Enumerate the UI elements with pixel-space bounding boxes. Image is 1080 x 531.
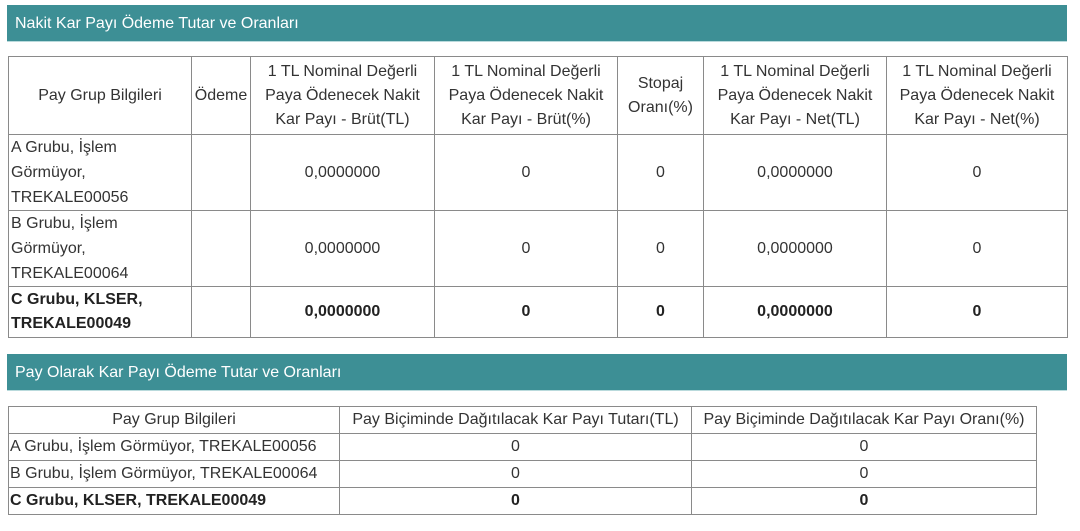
group-info-cell: C Grubu, KLSER, TREKALE00049	[9, 488, 340, 515]
net-pct-cell: 0	[887, 211, 1068, 287]
column-header-net-tl: 1 TL Nominal Değerli Paya Ödenecek Nakit Kar Payı - Net(TL)	[704, 57, 887, 135]
cash-dividend-title: Nakit Kar Payı Ödeme Tutar ve Oranları	[15, 15, 299, 32]
withholding-pct-cell: 0	[618, 211, 704, 287]
column-header-group-info: Pay Grup Bilgileri	[9, 407, 340, 434]
net-tl-cell: 0,0000000	[704, 135, 887, 211]
table-row	[9, 461, 1037, 488]
gross-pct-cell: 0	[435, 211, 618, 287]
cash-dividend-table	[8, 56, 1068, 338]
gross-tl-cell: 0,0000000	[251, 211, 435, 287]
table-row	[9, 488, 1037, 515]
rate-pct-cell: 0	[692, 488, 1037, 515]
column-header-net-pct: 1 TL Nominal Değerli Paya Ödenecek Nakit Kar Payı - Net(%)	[887, 57, 1068, 135]
net-tl-cell: 0,0000000	[704, 287, 887, 338]
net-pct-cell: 0	[887, 287, 1068, 338]
column-header-amount-tl: Pay Biçiminde Dağıtılacak Kar Payı Tutarı(TL)	[340, 407, 692, 434]
column-header-gross-pct: 1 TL Nominal Değerli Paya Ödenecek Nakit Kar Payı - Brüt(%)	[435, 57, 618, 135]
net-pct-cell: 0	[887, 135, 1068, 211]
amount-tl-cell: 0	[340, 434, 692, 461]
rate-pct-cell: 0	[692, 461, 1037, 488]
net-tl-cell: 0,0000000	[704, 211, 887, 287]
column-header-withholding-pct: Stopaj Oranı(%)	[618, 57, 704, 135]
table-row	[9, 135, 1068, 211]
stock-dividend-table	[8, 406, 1037, 515]
rate-pct-cell: 0	[692, 434, 1037, 461]
column-header-rate-pct: Pay Biçiminde Dağıtılacak Kar Payı Oranı(%)	[692, 407, 1037, 434]
payment-cell	[192, 211, 251, 287]
withholding-pct-cell: 0	[618, 135, 704, 211]
gross-pct-cell: 0	[435, 287, 618, 338]
group-info-cell: A Grubu, İşlem Görmüyor, TREKALE00056	[9, 434, 340, 461]
group-info-cell: B Grubu, İşlem Görmüyor, TREKALE00064	[9, 461, 340, 488]
column-header-group-info: Pay Grup Bilgileri	[9, 57, 192, 135]
payment-cell	[192, 287, 251, 338]
table-row	[9, 287, 1068, 338]
gross-tl-cell: 0,0000000	[251, 135, 435, 211]
gross-tl-cell: 0,0000000	[251, 287, 435, 338]
table-header-row	[9, 407, 1037, 434]
amount-tl-cell: 0	[340, 488, 692, 515]
stock-dividend-section-header	[7, 354, 1067, 391]
stock-dividend-title: Pay Olarak Kar Payı Ödeme Tutar ve Oranları	[15, 364, 342, 381]
group-info-cell: A Grubu, İşlem Görmüyor, TREKALE00056	[9, 135, 192, 211]
payment-cell	[192, 135, 251, 211]
table-header-row	[9, 57, 1068, 135]
cash-dividend-section-header	[7, 5, 1067, 42]
table-row	[9, 434, 1037, 461]
column-header-gross-tl: 1 TL Nominal Değerli Paya Ödenecek Nakit Kar Payı - Brüt(TL)	[251, 57, 435, 135]
table-row	[9, 211, 1068, 287]
group-info-cell: C Grubu, KLSER, TREKALE00049	[9, 287, 192, 338]
withholding-pct-cell: 0	[618, 287, 704, 338]
amount-tl-cell: 0	[340, 461, 692, 488]
column-header-payment: Ödeme	[192, 57, 251, 135]
gross-pct-cell: 0	[435, 135, 618, 211]
group-info-cell: B Grubu, İşlem Görmüyor, TREKALE00064	[9, 211, 192, 287]
